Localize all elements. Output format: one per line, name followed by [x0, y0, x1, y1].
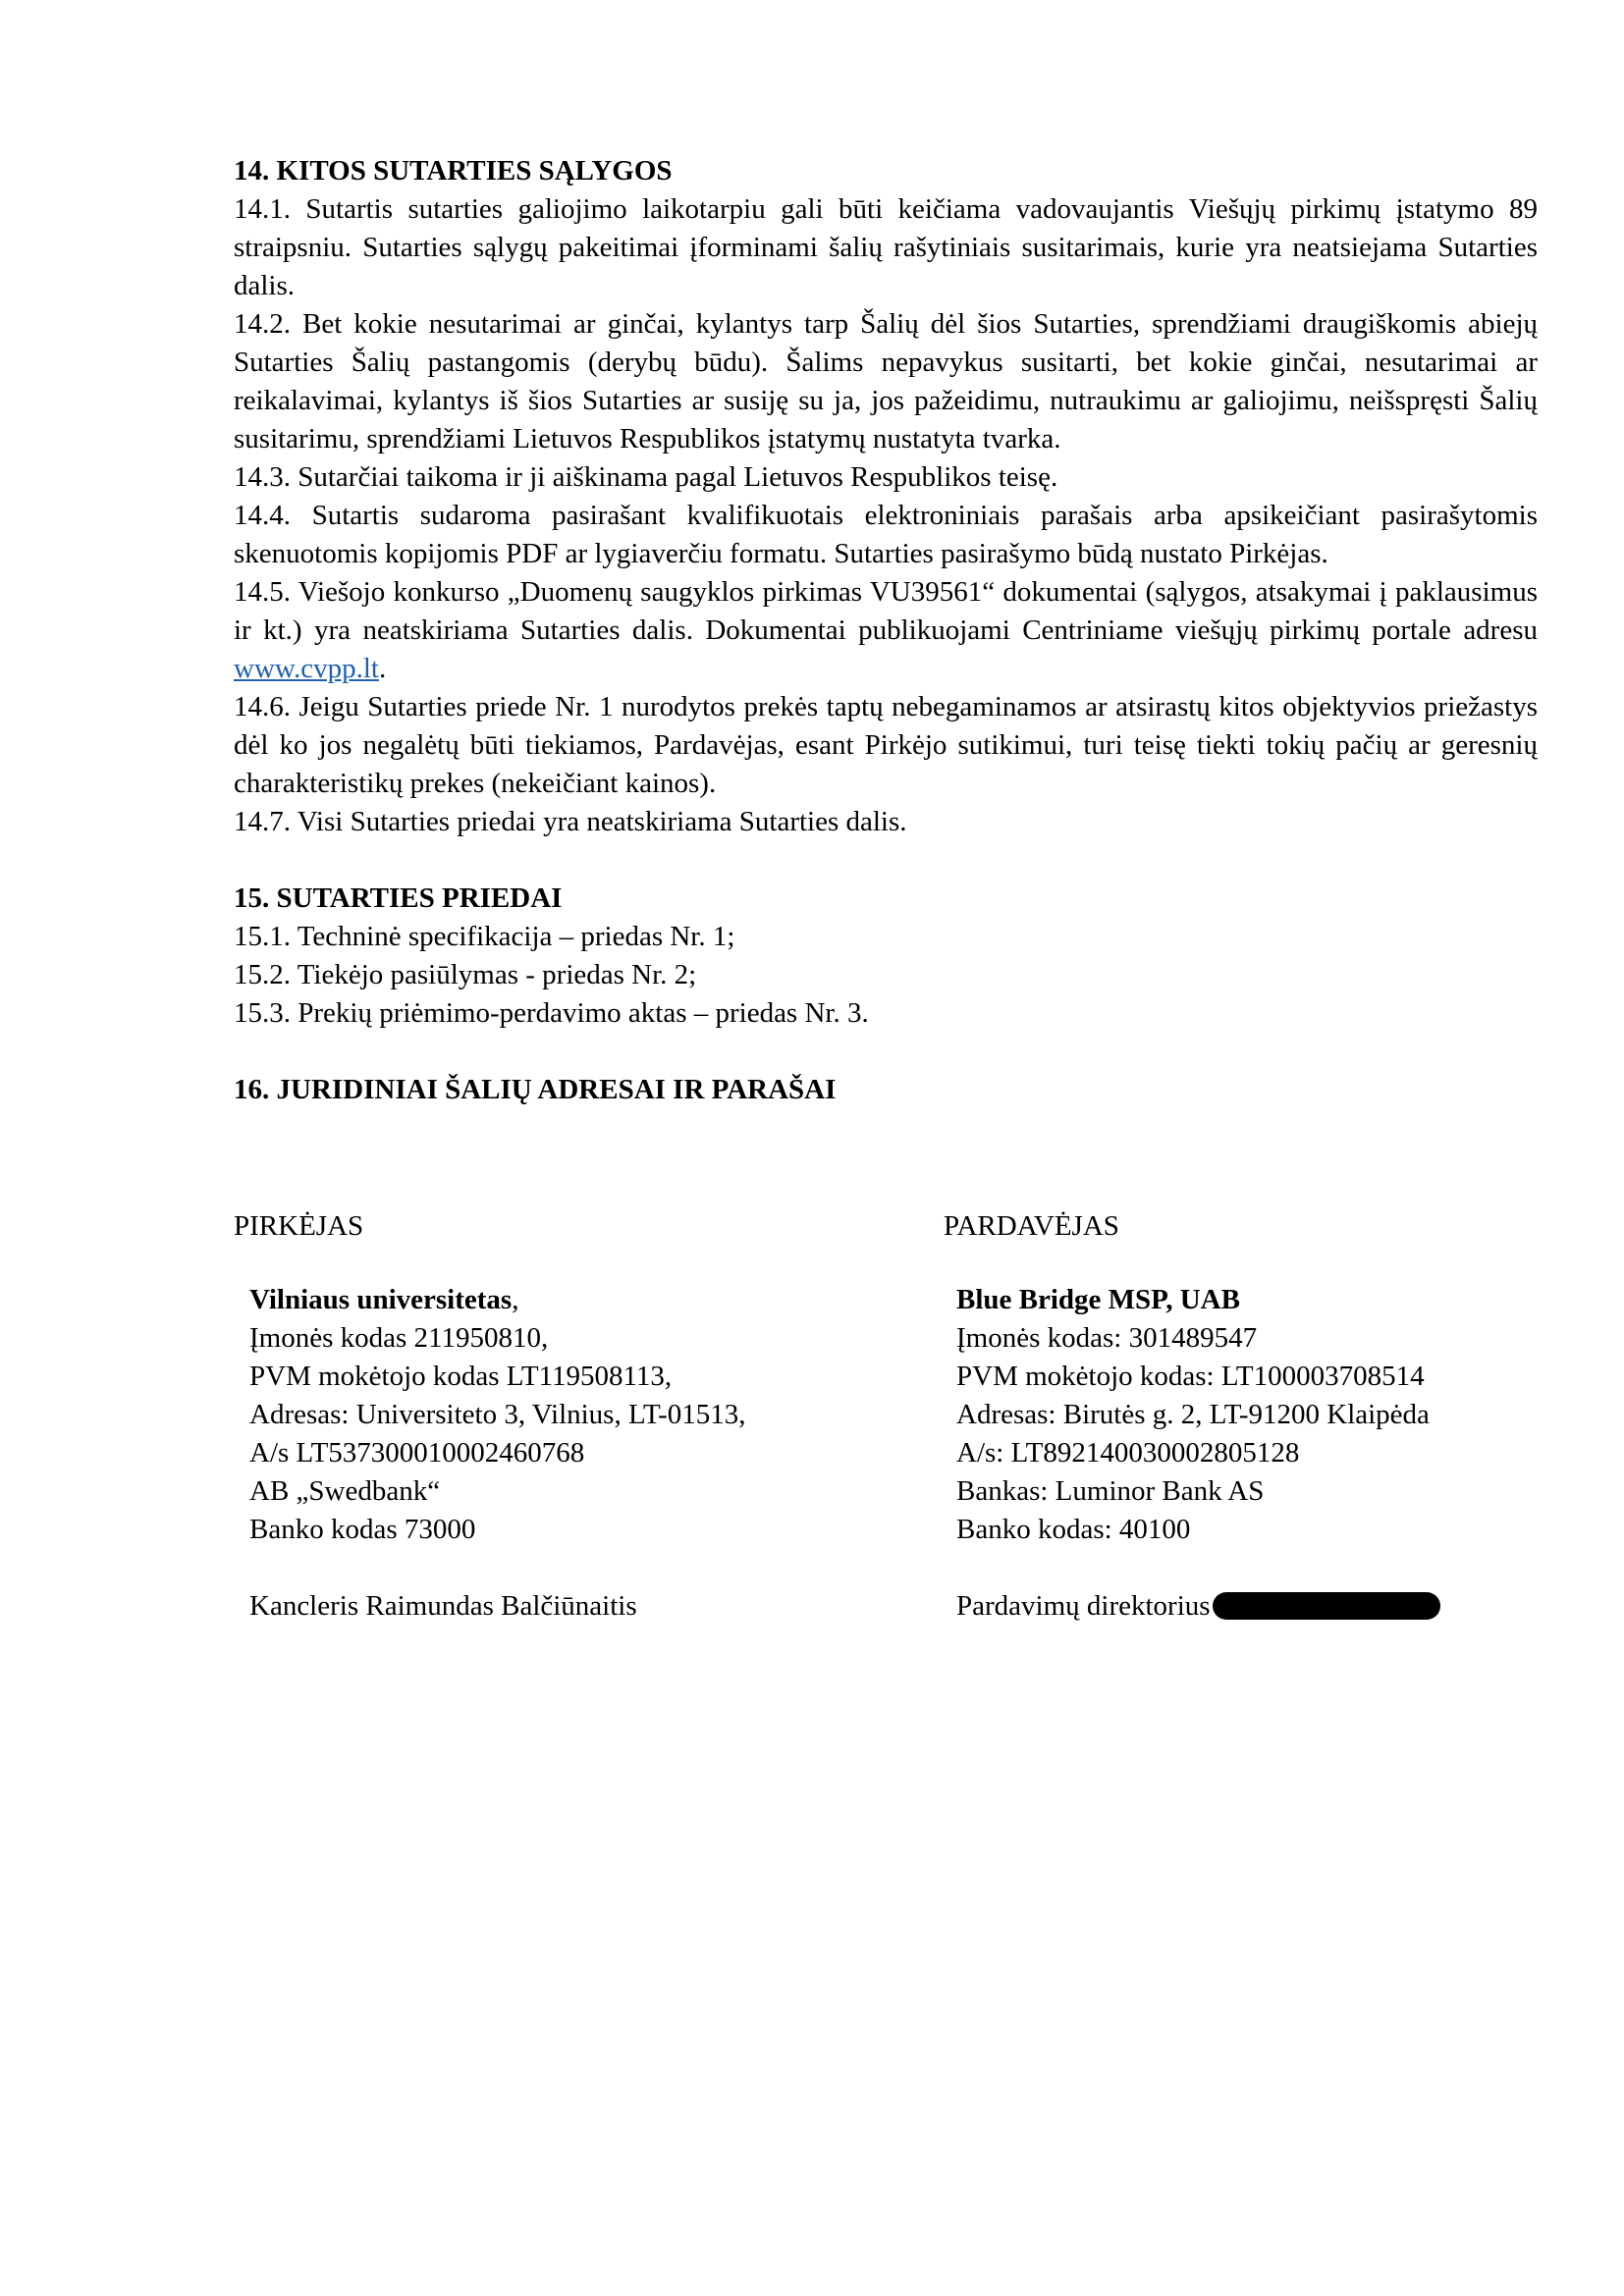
seller-company-code: Įmonės kodas: 301489547 [956, 1322, 1258, 1354]
buyer-label: PIRKĖJAS [234, 1210, 364, 1242]
clause-14-5 [234, 573, 1538, 688]
clause-14-2: 14.2. Bet kokie nesutarimai ar ginčai, kylantys tarp Šalių dėl šios Sutarties, sprendžiami draugiškomis abiejų Sutarties Šalių pastangomis (derybų būdu). Šalims nepavykus susitarti, bet kokie ginčai, nesutarimai ar reikalavimai, kylantys iš šios Sutarties ar susiję su ja, jos pažeidimu, nutraukimu ar galiojimu, neišspręsti Šalių susitarimu, sprendžiami Lietuvos Respublikos įstatymų nustatyta tvarka. [234, 308, 1538, 454]
cvpp-link[interactable]: www.cvpp.lt [234, 653, 379, 684]
buyer-address: Adresas: Universiteto 3, Vilnius, LT-01513, [249, 1399, 746, 1430]
seller-bank: Bankas: Luminor Bank AS [956, 1475, 1265, 1507]
clause-14-7: 14.7. Visi Sutarties priedai yra neatskiriama Sutarties dalis. [234, 806, 907, 837]
parties-block [234, 1207, 1538, 1622]
buyer-vat-code: PVM mokėtojo kodas LT119508113, [249, 1361, 673, 1392]
seller-name: Blue Bridge MSP, UAB [956, 1284, 1240, 1315]
clause-14-5-end: . [378, 653, 387, 684]
seller-label: PARDAVĖJAS [944, 1210, 1119, 1242]
section-16-title: 16. JURIDINIAI ŠALIŲ ADRESAI IR PARAŠAI [234, 1074, 837, 1105]
seller-signatory: Pardavimų direktorius [956, 1590, 1211, 1622]
buyer-name-suffix: , [512, 1284, 519, 1315]
seller-vat-code: PVM mokėtojo kodas: LT100003708514 [956, 1361, 1425, 1392]
clause-14-6: 14.6. Jeigu Sutarties priede Nr. 1 nurodytos prekės taptų nebegaminamos ar atsirastų kitos objektyvios priežastys dėl ko jos negalėtų būti tiekiamos, Pardavėjas, esant Pirkėjo sutikimui, turi teisę tiekti tokių pačių ar geresnių charakteristikų prekes (nekeičiant kainos). [234, 691, 1538, 799]
annex-item: 15.1. Techninė specifikacija – priedas Nr. 1; [234, 921, 735, 952]
seller-signatory-line [956, 1587, 1604, 1626]
clause-14-3: 14.3. Sutarčiai taikoma ir ji aiškinama pagal Lietuvos Respublikos teisę. [234, 461, 1058, 493]
section-15-title: 15. SUTARTIES PRIEDAI [234, 882, 563, 914]
seller-address: Adresas: Birutės g. 2, LT-91200 Klaipėda [956, 1399, 1430, 1430]
buyer-details [249, 1281, 897, 1626]
seller-bank-code: Banko kodas: 40100 [956, 1514, 1191, 1545]
buyer-signatory: Kancleris Raimundas Balčiūnaitis [249, 1590, 637, 1622]
buyer-bank-code: Banko kodas 73000 [249, 1514, 476, 1545]
buyer-name: Vilniaus universitetas [249, 1284, 513, 1315]
seller-account: A/s: LT892140030002805128 [956, 1437, 1300, 1468]
buyer-name-line [249, 1281, 897, 1319]
clause-14-5-text: 14.5. Viešojo konkurso „Duomenų saugyklos pirkimas VU39561“ dokumentai (sąlygos, atsakymai į paklausimus ir kt.) yra neatskiriama Sutarties dalis. Dokumentai publikuojami Centriniame viešųjų pirkimų portale adresu [234, 576, 1538, 646]
redaction-mark [1213, 1592, 1440, 1620]
seller-details [956, 1281, 1604, 1626]
party-labels [234, 1207, 1538, 1246]
main-text-column [234, 152, 1538, 1109]
buyer-bank: AB „Swedbank“ [249, 1475, 441, 1507]
buyer-account: A/s LT537300010002460768 [249, 1437, 585, 1468]
spacer [234, 841, 1538, 880]
buyer-company-code: Įmonės kodas 211950810, [249, 1322, 549, 1354]
clause-14-1: 14.1. Sutartis sutarties galiojimo laikotarpiu gali būti keičiama vadovaujantis Viešųjų pirkimų įstatymo 89 straipsniu. Sutarties sąlygų pakeitimai įforminami šalių rašytiniais susitarimais, kurie yra neatsiejama Sutarties dalis. [234, 193, 1538, 301]
spacer [234, 1033, 1538, 1071]
annex-item: 15.3. Prekių priėmimo-perdavimo aktas – priedas Nr. 3. [234, 997, 869, 1029]
annex-item: 15.2. Tiekėjo pasiūlymas - priedas Nr. 2; [234, 959, 697, 990]
clause-14-4: 14.4. Sutartis sudaroma pasirašant kvalifikuotais elektroniniais parašais arba apsikeičiant pasirašytomis skenuotomis kopijomis PDF ar lygiaverčiu formatu. Sutarties pasirašymo būdą nustato Pirkėjas. [234, 500, 1538, 569]
section-14-title: 14. KITOS SUTARTIES SĄLYGOS [234, 155, 673, 187]
